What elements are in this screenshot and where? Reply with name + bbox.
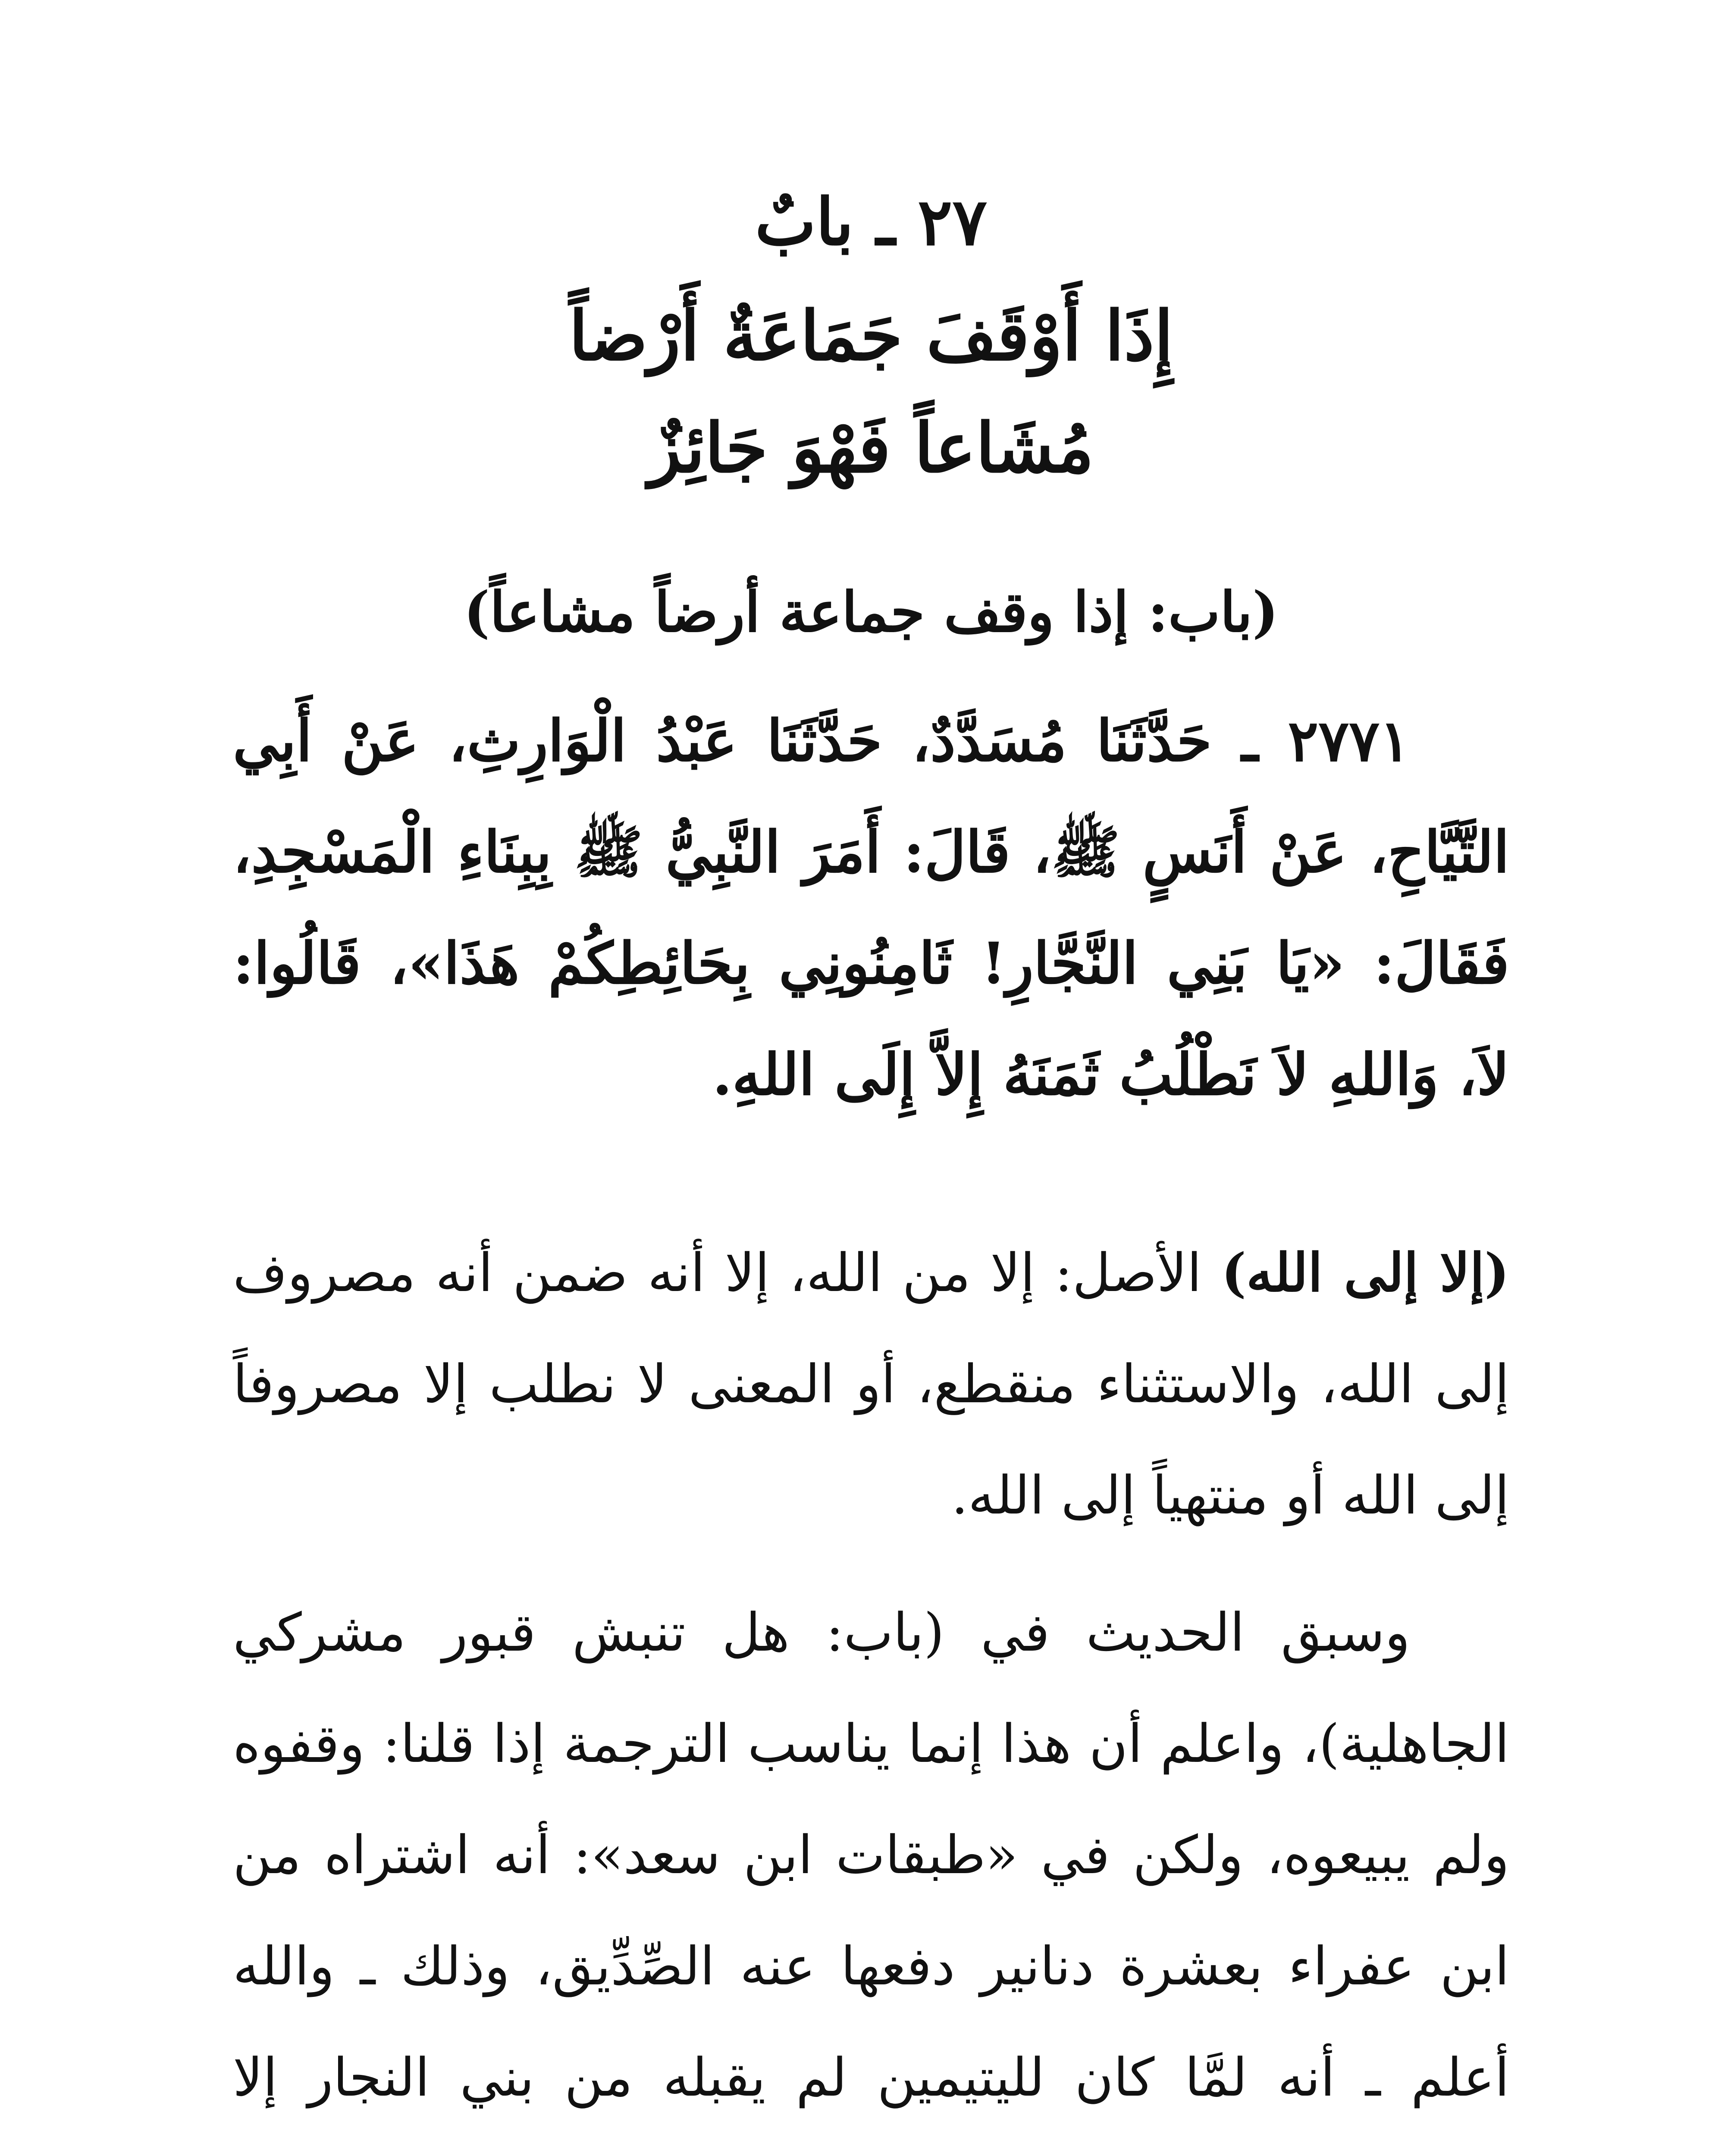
commentary-paragraph-1 [233, 1217, 1509, 1551]
chapter-title-line-2: مُشَاعاً فَهْوَ جَائِزٌ [648, 408, 1094, 488]
hadith-text: ٢٧٧١ ـ حَدَّثَنَا مُسَدَّدٌ، حَدَّثَنَا عَبْدُ الْوَارِثِ، عَنْ أَبِي التَّيَّاحِ، عَنْ أَنَسٍ ﷺ، قَالَ: أَمَرَ النَّبِيُّ ﷺ بِبِنَاءِ الْمَسْجِدِ، فَقَالَ: «يَا بَنِي النَّجَّارِ! ثَامِنُونِي بِحَائِطِكُمْ هَذَا»، قَالُوا: لاَ، وَاللهِ لاَ نَطْلُبُ ثَمَنَهُ إِلاَّ إِلَى اللهِ. [233, 708, 1509, 1108]
chapter-title-line-1: إِذَا أَوْقَفَ جَمَاعَةٌ أَرْضاً [569, 296, 1173, 376]
commentary-lead-phrase: (إلا إلى الله) [1221, 1241, 1509, 1304]
commentary-paragraph-1-text: الأصل: إلا من الله، إلا أنه ضمن أنه مصروف إلى الله، والاستثناء منقطع، أو المعنى لا نطلب إلا مصروفاً إلى الله أو منتهياً إلى الله. [233, 1242, 1509, 1526]
book-page [233, 164, 1509, 2156]
chapter-number: ٢٧ ـ بابٌ [755, 184, 988, 260]
chapter-translation: (باب: إذا وقف جماعة أرضاً مشاعاً) [464, 580, 1279, 645]
commentary-paragraph-2: وسبق الحديث في (باب: هل تنبش قبور مشركي الجاهلية)، واعلم أن هذا إنما يناسب الترجمة إذا قلنا: وقفوه ولم يبيعوه، ولكن في «طبقات ابن سعد»: أنه اشتراه من ابن عفراء بعشرة دنانير دفعها عنه الصِّدِّيق، وذلك ـ والله أعلم ـ أنه لمَّا كان لليتيمين لم يقبله من بني النجار إلا [233, 1602, 1509, 2108]
